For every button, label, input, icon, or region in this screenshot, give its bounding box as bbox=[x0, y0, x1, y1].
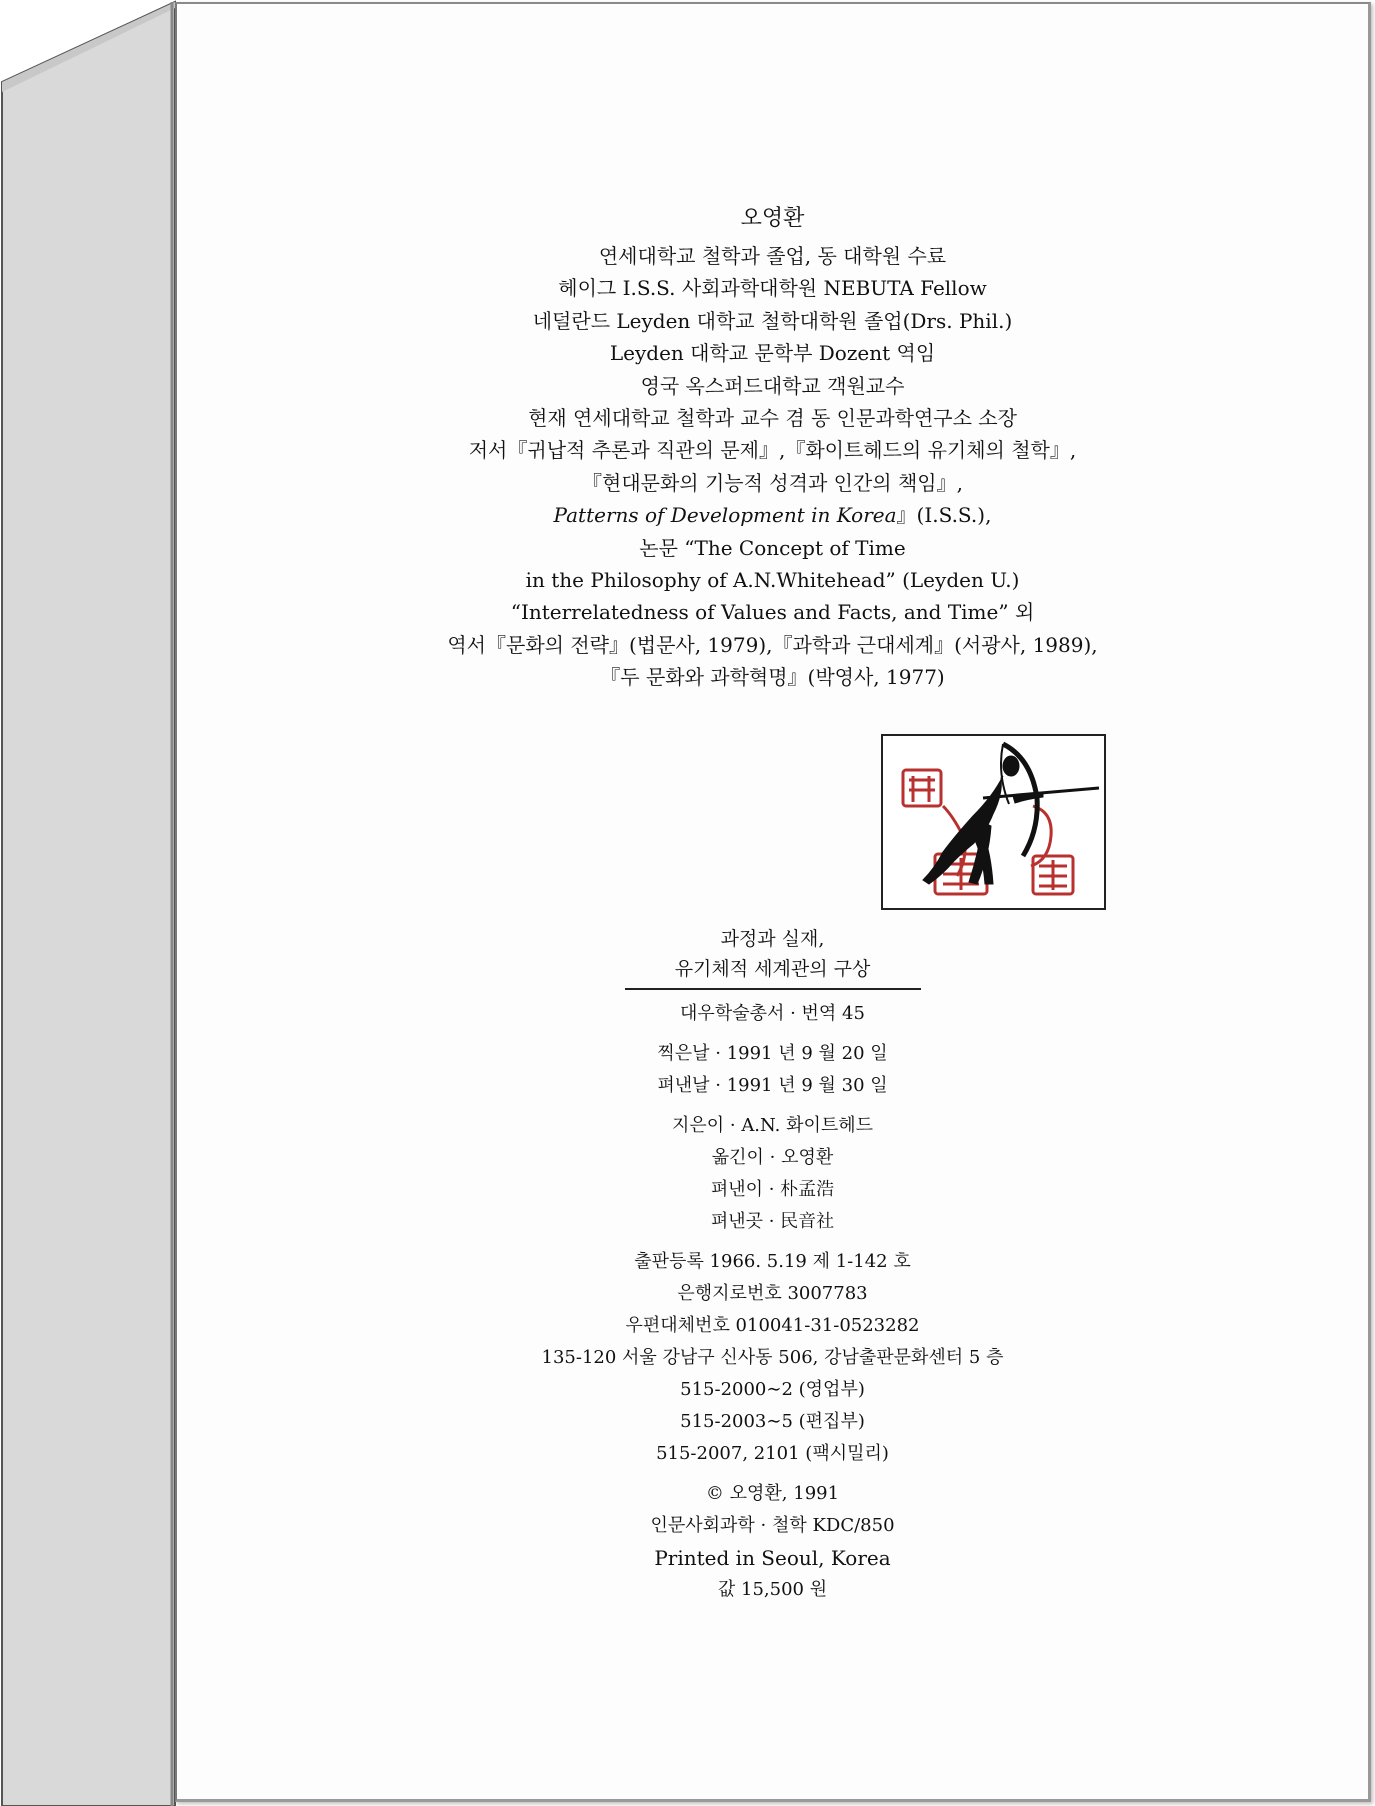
bio-line: 네덜란드 Leyden 대학교 철학대학원 졸업(Drs. Phil.) bbox=[532, 308, 1013, 333]
book-title-suffix: 』(I.S.S.), bbox=[896, 503, 992, 528]
bio-line: 연세대학교 철학과 졸업, 동 대학원 수료 bbox=[598, 244, 947, 268]
copyright-line: © 오영환, 1991 bbox=[705, 1483, 840, 1504]
book-spine bbox=[0, 0, 180, 1806]
fax-line: 515-2007, 2101 (팩시밀리) bbox=[656, 1443, 889, 1464]
bio-line: 역서『문화의 전략』(법문사, 1979),『과학과 근대세계』(서광사, 1989), bbox=[447, 632, 1098, 657]
address-line: 135-120 서울 강남구 신사동 506, 강남출판문화센터 5 층 bbox=[541, 1347, 1004, 1368]
bio-line: 『현대문화의 기능적 성격과 인간의 책임』, bbox=[582, 470, 963, 495]
publisher-line: 펴낸곳 · 民音社 bbox=[710, 1211, 835, 1232]
bio-line: “Interrelatedness of Values and Facts, and Time” 외 bbox=[510, 600, 1035, 625]
book-title: 과정과 실재, bbox=[720, 928, 825, 950]
bio-line: 현재 연세대학교 철학과 교수 겸 동 인문과학연구소 소장 bbox=[528, 406, 1017, 431]
book-subtitle: 유기체적 세계관의 구상 bbox=[625, 954, 921, 990]
price-line: 값 15,500 원 bbox=[717, 1579, 828, 1600]
postal-line: 우편대체번호 010041-31-0523282 bbox=[625, 1315, 920, 1336]
bio-line: 논문 “The Concept of Time bbox=[639, 535, 906, 560]
registration-line: 출판등록 1966. 5.19 제 1-142 호 bbox=[634, 1251, 911, 1272]
author-biography bbox=[177, 202, 1368, 694]
colophon bbox=[177, 924, 1368, 1606]
book-title-italic: Patterns of Development in Korea bbox=[553, 503, 897, 528]
bio-line: Leyden 대학교 문학부 Dozent 역임 bbox=[609, 341, 936, 366]
bio-line: 『두 문화와 과학혁명』(박영사, 1977) bbox=[600, 665, 945, 690]
printed-in-line: Printed in Seoul, Korea bbox=[654, 1546, 891, 1570]
translator-line: 옮긴이 · 오영환 bbox=[711, 1147, 834, 1168]
copyright-page bbox=[175, 2, 1371, 1802]
printed-date: 찍은날 · 1991 년 9 월 20 일 bbox=[657, 1043, 888, 1064]
bio-line: 저서『귀납적 추론과 직관의 문제』,『화이트헤드의 유기체의 철학』, bbox=[468, 438, 1077, 463]
bio-line-italic bbox=[177, 499, 1368, 531]
bio-line: 헤이그 I.S.S. 사회과학대학원 NEBUTA Fellow bbox=[558, 276, 987, 301]
author-name: 오영환 bbox=[740, 206, 805, 231]
bio-line: 영국 옥스퍼드대학교 객원교수 bbox=[640, 373, 905, 398]
giro-line: 은행지로번호 3007783 bbox=[677, 1283, 868, 1304]
publisher-person-line: 펴낸이 · 朴孟浩 bbox=[710, 1179, 835, 1200]
phone-edit-line: 515-2003∼5 (편집부) bbox=[680, 1411, 865, 1432]
classification-line: 인문사회과학 · 철학 KDC/850 bbox=[650, 1515, 895, 1536]
author-line: 지은이 · A.N. 화이트헤드 bbox=[671, 1115, 874, 1136]
bio-line: in the Philosophy of A.N.Whitehead” (Leyden U.) bbox=[525, 568, 1020, 593]
archer-seal-logo bbox=[883, 736, 1104, 908]
published-date: 펴낸날 · 1991 년 9 월 30 일 bbox=[657, 1075, 888, 1096]
series-line: 대우학술총서 · 번역 45 bbox=[680, 1003, 865, 1024]
publisher-logo-frame bbox=[881, 734, 1106, 910]
phone-sales-line: 515-2000∼2 (영업부) bbox=[680, 1379, 865, 1400]
